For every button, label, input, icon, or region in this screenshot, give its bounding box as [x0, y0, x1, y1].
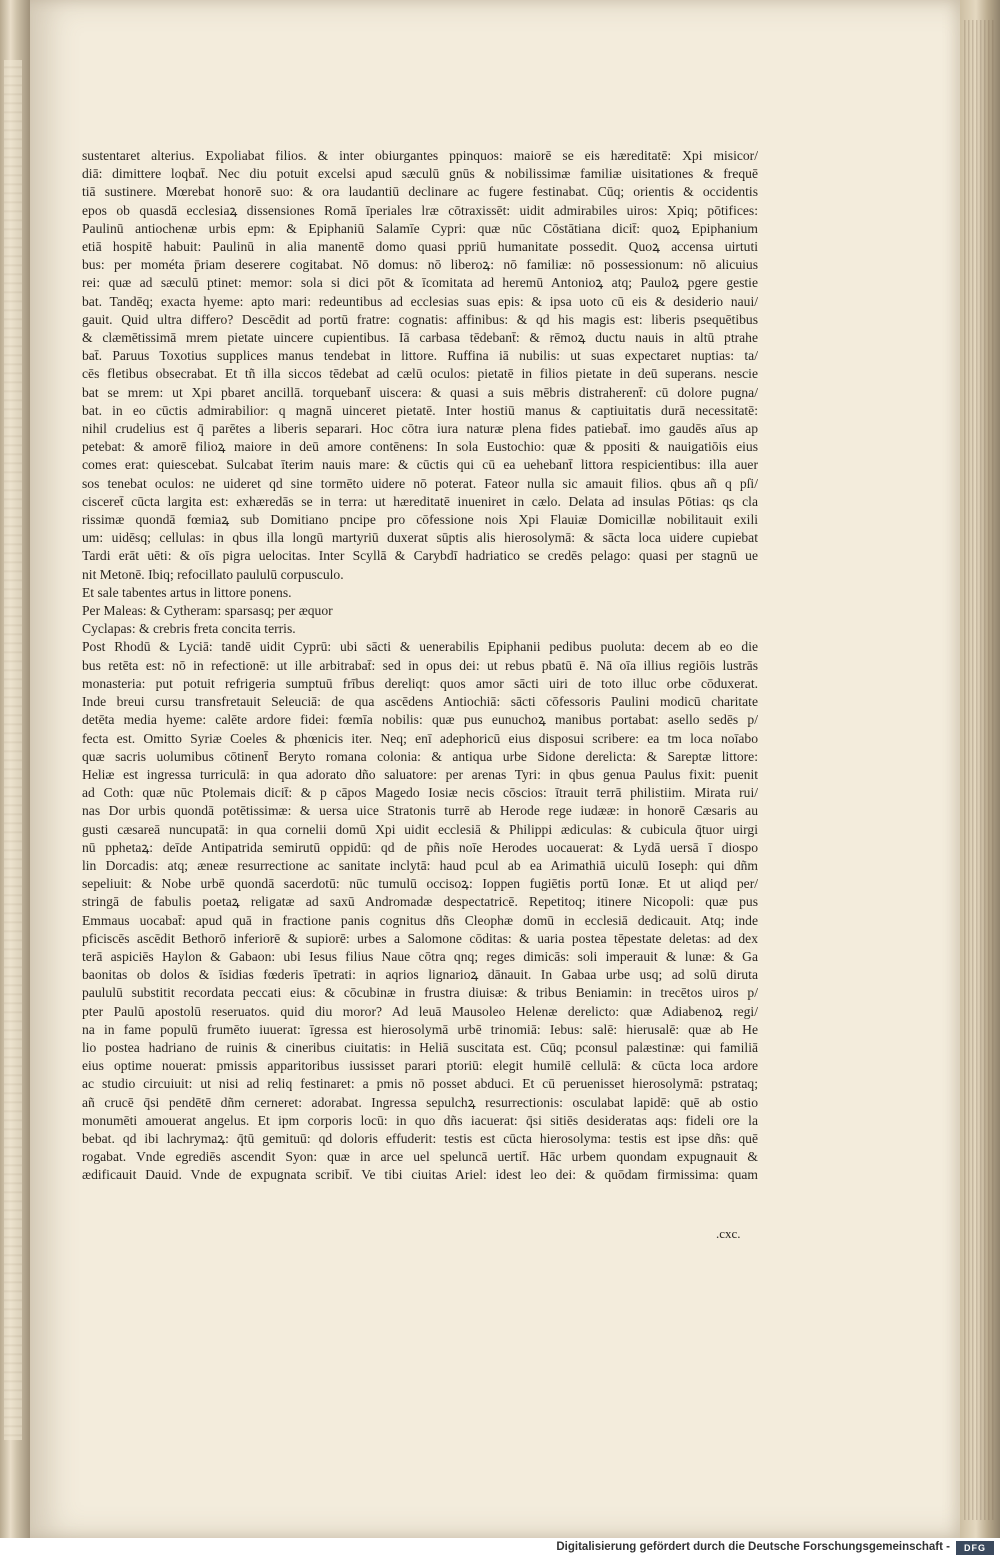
text-line: tiā sustinere. Mœrebat honorē suo: & ora laudantiū declinare ac fugere festinabat. Cūq; orientis & occidentis [82, 184, 758, 200]
verse-line: Et sale tabentes artus in littore ponens. [82, 584, 292, 600]
text-line: bebat. qd ibi lachrymaꝝ: q̄tū gemituū: qd doloris effuderit: testis est cūcta hierosolyma: testis est ipse dñs: quē [82, 1130, 758, 1146]
text-line: ad Coth: quæ nūc Ptolemais dicit̄: & p cāpos Magedo Iosiæ necis cōscios: ītrauit terrā philistiim. Mirata rui/ [82, 785, 758, 801]
text-line: etiā hospitē habuit: Paulinū in alia manentē domo quasi ppriū humanitate possedit. Quoꝝ accensa uirtuti [82, 239, 758, 255]
text-line: cēs fletibus obsecrabat. Et tñ illa siccos tēdebat ad cælū oculos: pietatē in filios pietate in deū superans. nescie [82, 366, 758, 382]
text-line: fecta est. Omitto Syriæ Coeles & phœnicis iter. Neq; enī adephoricū eius disposui scribere: ea tm loca noīabo [82, 730, 758, 746]
text-line: Post Rhodū & Lyciā: tandē uidit Cyprū: ubi sācti & uenerabilis Epiphanii pedibus puoluta: decem ab eo die [82, 639, 758, 655]
text-line: Paulinū antiochenæ urbis epm: & Epiphaniū Salamīe Cypri: quæ nūc Cōstātiana dicit̄: quoꝝ Epiphanium [82, 220, 758, 236]
text-line: rei: quæ ad sæculū ptinet: memor: sola si dici pōt & īcomitata ad heremū Antonioꝝ atq; Pauloꝝ pgere gestie [82, 275, 758, 291]
text-line: bus: per mométa p̄riam deserere cogitabat. Nō domus: nō liberoꝝ: nō familiæ: nō possessionum: nō alicuius [82, 257, 758, 273]
text-line: quæ sacris uolumibus cōtinent̄ Beryto romana colonia: & antiqua urbe Sidone derelicta: & Sareptæ littore: [82, 748, 758, 764]
text-line: sepeliuit: & Nobe urbē quondā sacerdotū: nūc tumulū occisoꝝ: Ioppen fugiētis portū Ionæ. Et ut aliqd per/ [82, 876, 758, 892]
footer-bar [0, 1538, 1000, 1558]
text-line: eius optime nouerat: pmissis apparitoribus iussisset parari ptoriū: elegit humilē cellulā: & cūcta loca ardore [82, 1058, 758, 1074]
text-line: añ crucē q̄si pendētē dñm cerneret: adorabat. Ingressa sepulchꝝ resurrectionis: osculabat lapidē: quē ab ostio [82, 1094, 758, 1110]
text-line: gusti cæsareā nuncupatā: in qua cornelii domū Xpi uidit ecclesiā & Philippi ædiculas: & cubicula q̄tuor uirgi [82, 821, 758, 837]
text-line: & clæmētissimā mrem pietate uincere cupientibus. Iā carbasa tēdebant̄: & rēmoꝝ ductu nauis in altū ptrahe [82, 330, 758, 346]
text-line: monumēti amouerat angelus. Et ipm corporis locū: in quo dñs iacuerat: q̄si sitiēs desideratas aqs: fideli ore la [82, 1112, 758, 1128]
text-line: bus retēta est: nō in refectionē: ut ille arbitrabat̄: sed in opus dei: ut rebus pbatū ē. Nā oīa illius regiōis lustrās [82, 657, 758, 673]
text-line: rissimæ quondā fœmiaꝝ sub Domitiano pncipe pro cōfessione nois Xpi Flauiæ Domicillæ nobilitauit exili [82, 512, 758, 528]
text-line: rogabat. Vnde egrediēs ascendit Syon: quæ in arce uel speluncā uertit̄. Hāc urbem quondam expugnauit & [82, 1149, 758, 1165]
text-line: monasteria: put potuit refrigeria sumptuū frībus dereliqt: quos amor sācti uiri de toto illuc orbe cōduxerat. [82, 675, 758, 691]
text-line: sos tenebat oculos: ne uideret qd sine tormēto uidere nō poterat. Fateor nulla sic amauit filios. qbus añ q pſi/ [82, 475, 758, 491]
dfg-logo: DFG [956, 1541, 994, 1555]
folio-number: .cxc. [716, 1226, 741, 1241]
text-line: pficiscēs ascēdit Bethorō inferiorē & supiorē: urbes a Salomone cōditas: & uaria postea tēpestate deletas: ad dex [82, 930, 758, 946]
text-line: terā aspiciēs Haylon & Gabaon: ubi Iesus filius Naue cōtra qnq; reges dimicās: soli imperauit & lunæ: & Ga [82, 948, 758, 964]
text-line: bat. in eo cūctis admirabilior: q magnā uinceret pietatē. Inter hostiū manus & captiuitatis durā necessitatē: [82, 402, 758, 418]
text-line: nū pphetaꝝ: deīde Antipatrida semirutū oppidū: qd de pñis noīe Herodes uocauerat: & Lydā uersā ī diospo [82, 839, 758, 855]
text-line: ædificauit Dauid. Vnde de expugnata scribit̄. Ve tibi ciuitas Ariel: idest leo dei: & quōdam firmissima: quam [82, 1167, 758, 1183]
text-line: gauit. Quid ultra differo? Descēdit ad portū fratre: cognatis: affinibus: & qd his magis est: liberis psequētibus [82, 311, 758, 327]
text-line: baonitas ob dolos & īsidias fœderis īpetrati: in aqrios lignarioꝝ dānauit. In Gabaa urbe usq; ad solū diruta [82, 967, 758, 983]
text-line: Tardi erāt uēti: & oīs pigra uelocitas. Inter Scyllā & Carybdī hadriatico se credēs pelago: quasi per stagnū ue [82, 548, 758, 564]
text-line: bat se mrem: ut Xpi pbaret ancillā. torquebant̄ uiscera: & quasi a suis mēbris distraherent̄: cū dolore pugna/ [82, 384, 758, 400]
text-line: petebat: & amorē filioꝝ maiore in deū amore contēnens: In sola Eustochio: quæ & ppositi & nauigatiōis eius [82, 439, 758, 455]
text-line: Heliæ est ingressa turriculā: in qua adorato dño saluatore: per arenas Tyri: in qbus genua Paulus fixit: puenit [82, 766, 758, 782]
text-line: nas Dor urbis quondā potētissimæ: & uersa uice Stratonis turrē ab Herode rege iudææ: in honorē Cæsaris au [82, 803, 758, 819]
footer-credit: Digitalisierung gefördert durch die Deutsche Forschungsgemeinschaft - [556, 1541, 950, 1553]
text-line: detēta media hyeme: calēte ardore fidei: fœmīa nobilis: quæ pus eunuchoꝝ manibus portabat: asello sedēs p/ [82, 712, 758, 728]
text-line: nit Metonē. Ibiq; refocillato paululū corpusculo. [82, 566, 344, 582]
text-line: pter Paulū apostolū reseruatos. quid diu moror? Ad leuā Mausoleo Helenæ derelicto: quæ Adiabenoꝝ regi/ [82, 1003, 758, 1019]
text-line: bat. Tandēq; exacta hyeme: apto mari: redeuntibus ad ecclesias suas epis: & ipsa uoto cū eis & desiderio naui/ [82, 293, 758, 309]
text-line: lio postea hadriano de ruinis & cineribus ciuitatis: in Heliā suscitata est. Cūq; pconsul palæstinæ: qui familiā [82, 1039, 758, 1055]
text-line: sustentaret alterius. Expoliabat filios. & inter obiurgantes ppinquos: maiorē se eis hæreditatē: Xpi misicor/ [82, 148, 758, 163]
text-line: nihil crudelius est q̄ parētes a liberis separari. Hoc cōtra iura naturæ plena fides patiebat̄. imo gaudēs aīus ap [82, 421, 758, 437]
page-edge-lines [964, 20, 994, 1520]
text-line: stringā de fabulis poetaꝝ religatæ ad saxū Andromadæ despectatricē. Repetitoq; itinere Nicopoli: quæ pus [82, 894, 758, 910]
verse-line: Per Maleas: & Cytheram: sparsasq; per æquor [82, 603, 333, 619]
text-line: bat̄. Paruus Toxotius supplices manus tendebat in littore. Ruffina iā nubilis: ut suas expectaret nuptias: ta/ [82, 348, 758, 364]
text-line: Emmaus uocabat̄: apud quā in fractione panis cognitus dñs Cleophæ domū in ecclesiā dedicauit. Atq; inde [82, 912, 758, 928]
spine-page-edges [4, 60, 22, 1440]
text-line: lin Dorcadis: atq; æneæ resurrectione ac sanitate inclytā: haud pcul ab ea Arimathiā uiculū Ioseph: qui dñm [82, 857, 758, 873]
text-line: um: uidēsq; cellulas: in qbus illa longū martyriū duxerat sūptis alis hierosolymā: & sācta loca uidere cupiebat [82, 530, 758, 546]
main-text-block [82, 147, 758, 1185]
text-line: ac studio circuiuit: ut nisi ad reliq festinaret: a pmis nō posset abduci. Et cū peruenisset hierosolymā: pstrataq; [82, 1076, 758, 1092]
text-line: cisceret̄ cūcta largita est: exhæredās se in terra: ut hæreditatē inueniret in cælo. Delata ad insulas Pōtias: qs cla [82, 493, 758, 509]
text-line: epos ob quasdā ecclesiaꝝ dissensiones Romā īperiales lræ cōtraxissēt: uidit admirabiles uiros: Xpiq; pōtifices: [82, 202, 758, 218]
text-line: diā: dimittere loqbat̄. Nec diu potuit excelsi apud sæculū gnūs & nobilissimæ familiæ uisitationes & frequē [82, 166, 758, 182]
text-line: na in fame populū frumēto iuuerat: īgressa est hierosolymā urbē trinomiā: Iebus: salē: hierusalē: quæ ab He [82, 1021, 758, 1037]
text-line: paululū substitit recordata peccati eius: & cōcubinæ in frustra diuisæ: & tribus Beniamin: in trecētos uiros p/ [82, 985, 758, 1001]
text-line: Inde breui cursu transfretauit Seleuciā: de qua ascēdens Antiochiā: sācti cōfessoris Paulini modicū charitate [82, 694, 758, 710]
verse-line: Cyclapas: & crebris freta concita terris. [82, 621, 296, 637]
text-line: comes erat: quiescebat. Sulcabat īterim nauis mare: & cūctis qui cū ea uehebant̄ littora respicientibus: illa auer [82, 457, 758, 473]
